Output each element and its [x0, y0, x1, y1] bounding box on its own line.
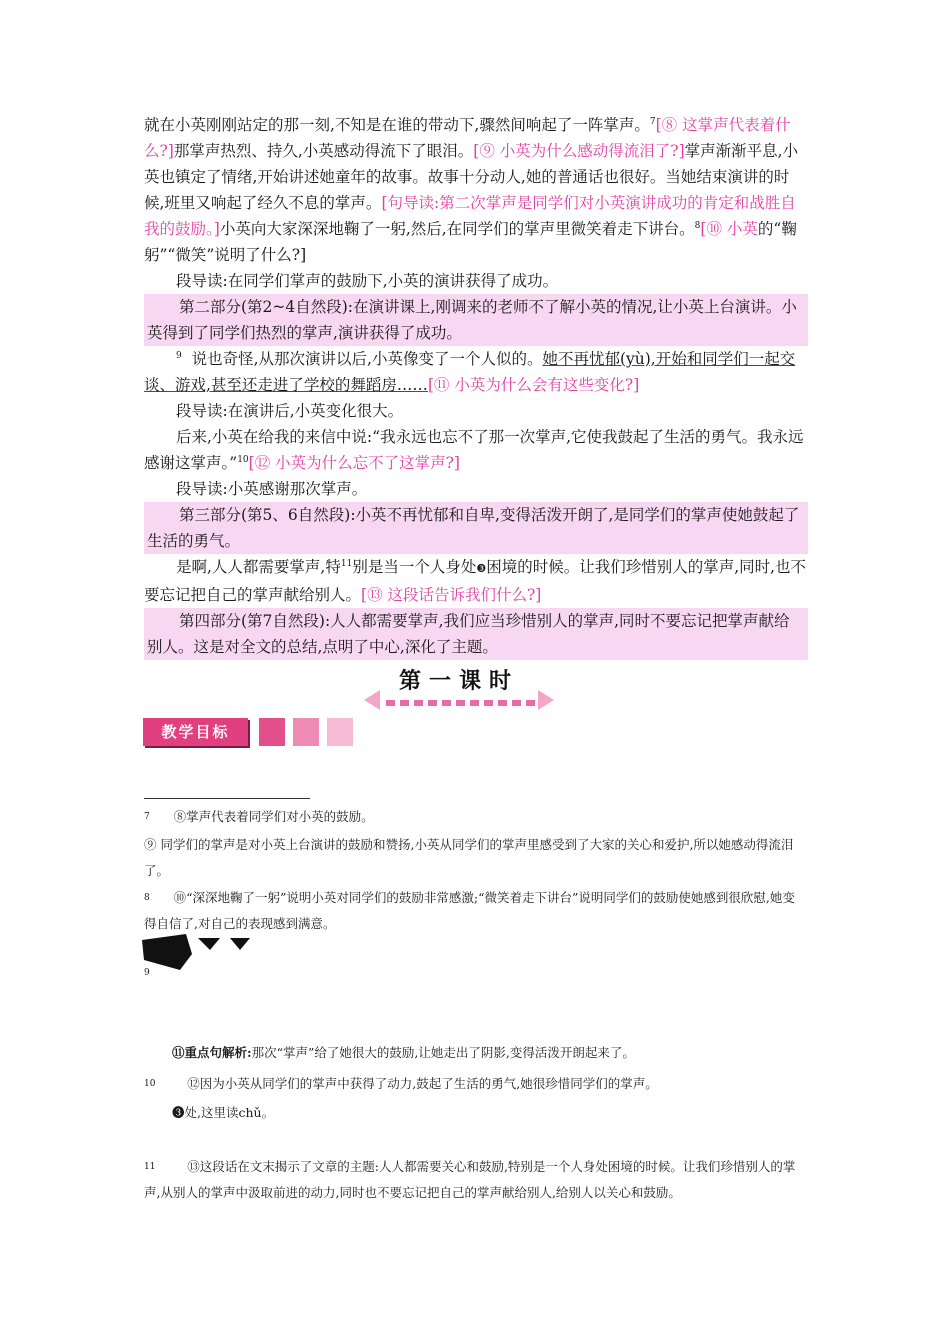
footnote-ref: 9: [176, 351, 182, 361]
text: 后来,小英在给我的来信中说:“我永远也忘不了那一次掌声,它使我鼓起了生活的勇气。我永远感谢这掌声。”: [144, 428, 804, 472]
paragraph-11: [144, 554, 808, 608]
dash-divider: [386, 700, 536, 706]
footnote-divider: [144, 798, 310, 799]
footnote-ref: 10: [237, 455, 249, 465]
article-body: [144, 112, 808, 660]
text: 说也奇怪,从那次演讲以后,小英像变了一个人似的。: [191, 350, 543, 368]
decor-block: [259, 718, 285, 746]
segment-guide-2: 段导读:在演讲后,小英变化很大。: [176, 402, 404, 420]
footnote-11: [172, 1040, 802, 1066]
footnote-text: ⑬这段话在文末揭示了文章的主题:人人都需要关心和鼓励,特别是一个人身处困境的时候。让我们珍惜别人的掌声,从别人的掌声中汲取前进的动力,同时也不要忘记把自己的掌声献给别人,给别人以关心和鼓励。: [144, 1159, 796, 1200]
footnote-12: [144, 1071, 804, 1097]
text: 小英向大家深深地鞠了一躬,然后,在同学们的掌声里微笑着走下讲台。: [219, 220, 695, 238]
part-4-summary: 第四部分(第7自然段):人人都需要掌声,我们应当珍惜别人的掌声,同时不要忘记把掌声献给别人。这是对全文的总结,点明了中心,深化了主题。: [144, 608, 808, 660]
footnote-number: 7: [144, 812, 150, 822]
footnote-8: [144, 885, 804, 937]
decor-block: [293, 718, 319, 746]
text: 是啊,人人都需要掌声,特: [176, 558, 341, 576]
segment-guide-3: 段导读:小英感谢那次掌声。: [176, 480, 368, 498]
footnote-number: 8: [144, 893, 150, 903]
text: 那掌声热烈、持久,小英感动得流下了眼泪。: [173, 142, 474, 160]
text: 困境的时候。让我们珍惜别人的掌声,同时,也不要忘记把自己的掌声献给别人。: [144, 558, 807, 604]
footnote-number: 11: [144, 1162, 156, 1172]
question-10-lead: [⑩ 小英: [700, 220, 758, 238]
question-13: [⑬ 这段话告诉我们什么?]: [361, 586, 542, 604]
teaching-goal-label: 教学目标: [143, 718, 248, 746]
footnote-pronunciation: [172, 1100, 802, 1126]
decor-block: [327, 718, 353, 746]
footnote-9: [144, 832, 804, 884]
footnote-key-label: ⑪重点句解析:: [172, 1045, 252, 1060]
text: 就在小英刚刚站定的那一刻,不知是在谁的带动下,骤然间响起了一阵掌声。: [144, 116, 650, 134]
footnote-text: ⑧掌声代表着同学们对小英的鼓励。: [173, 809, 374, 824]
part-3-summary: 第三部分(第5、6自然段):小英不再忧郁和自卑,变得活泼开朗了,是同学们的掌声使她鼓起了生活的勇气。: [144, 502, 808, 554]
footnote-7: [144, 804, 804, 830]
footnote-ref: 11: [340, 559, 353, 569]
footnote-number: 10: [144, 1079, 156, 1089]
footnote-text: ⑩“深深地鞠了一躬”说明小英对同学们的鼓励非常感激;“微笑着走下讲台”说明同学们的鼓励使她感到很欣慰,她变得自信了,对自己的表现感到满意。: [144, 890, 795, 931]
sentence-guide: [句导读:第二次掌声是同学们对小英演讲成功的肯定和战胜自我的鼓励。]: [144, 194, 796, 238]
question-10-rest: 的“鞠躬”“微笑”说明了什么?]: [144, 220, 797, 264]
part-2-summary: 第二部分(第2~4自然段):在演讲课上,刚调来的老师不了解小英的情况,让小英上台演讲。小英得到了同学们热烈的掌声,演讲获得了成功。: [144, 294, 808, 346]
footnote-text: 那次“掌声”给了她很大的鼓励,让她走出了阴影,变得活泼开朗起来了。: [251, 1045, 635, 1060]
footnote-9-number: [144, 960, 804, 986]
segment-guide-1: 段导读:在同学们掌声的鼓励下,小英的演讲获得了成功。: [176, 272, 559, 290]
right-ribbon-icon: [538, 690, 554, 710]
paragraph-10: [144, 424, 808, 476]
section-heading: [364, 662, 554, 710]
footnote-number: 9: [144, 968, 150, 978]
footnote-ref: 8: [694, 221, 701, 231]
paragraph-8: [144, 112, 808, 268]
question-8: [⑧ 这掌声代表着什么?]: [144, 116, 791, 160]
footnote-text: ⑨ 同学们的掌声是对小英上台演讲的鼓励和赞扬,小英从同学们的掌声里感受到了大家的关心和爱护,所以她感动得流泪了。: [144, 837, 794, 878]
footnote-13: [144, 1154, 804, 1206]
footnote-text: ⑫因为小英从同学们的掌声中获得了动力,鼓起了生活的勇气,她很珍惜同学们的掌声。: [187, 1076, 658, 1091]
footnote-text: ❸处,这里读chǔ。: [172, 1105, 275, 1120]
underlined-sentence: 她不再忧郁(yù),开始和同学们一起交谈、游戏,甚至还走进了学校的舞蹈房……: [144, 350, 796, 394]
text: 掌声渐渐平息,小英也镇定了情绪,开始讲述她童年的故事。故事十分动人,她的普通话也很好。当她结束演讲的时候,班里又响起了经久不息的掌声。: [144, 142, 799, 212]
section-title: 第一课时: [398, 669, 519, 694]
paragraph-9: [144, 346, 808, 398]
note-marker: ❸: [476, 562, 487, 575]
question-11: [⑪ 小英为什么会有这些变化?]: [427, 376, 640, 394]
footnote-ref: 7: [649, 117, 656, 127]
question-9: [⑨ 小英为什么感动得流泪了?]: [473, 142, 685, 160]
question-12: [⑫ 小英为什么忘不了这掌声?]: [248, 454, 460, 472]
text: 别是当一个人身处: [352, 558, 477, 576]
